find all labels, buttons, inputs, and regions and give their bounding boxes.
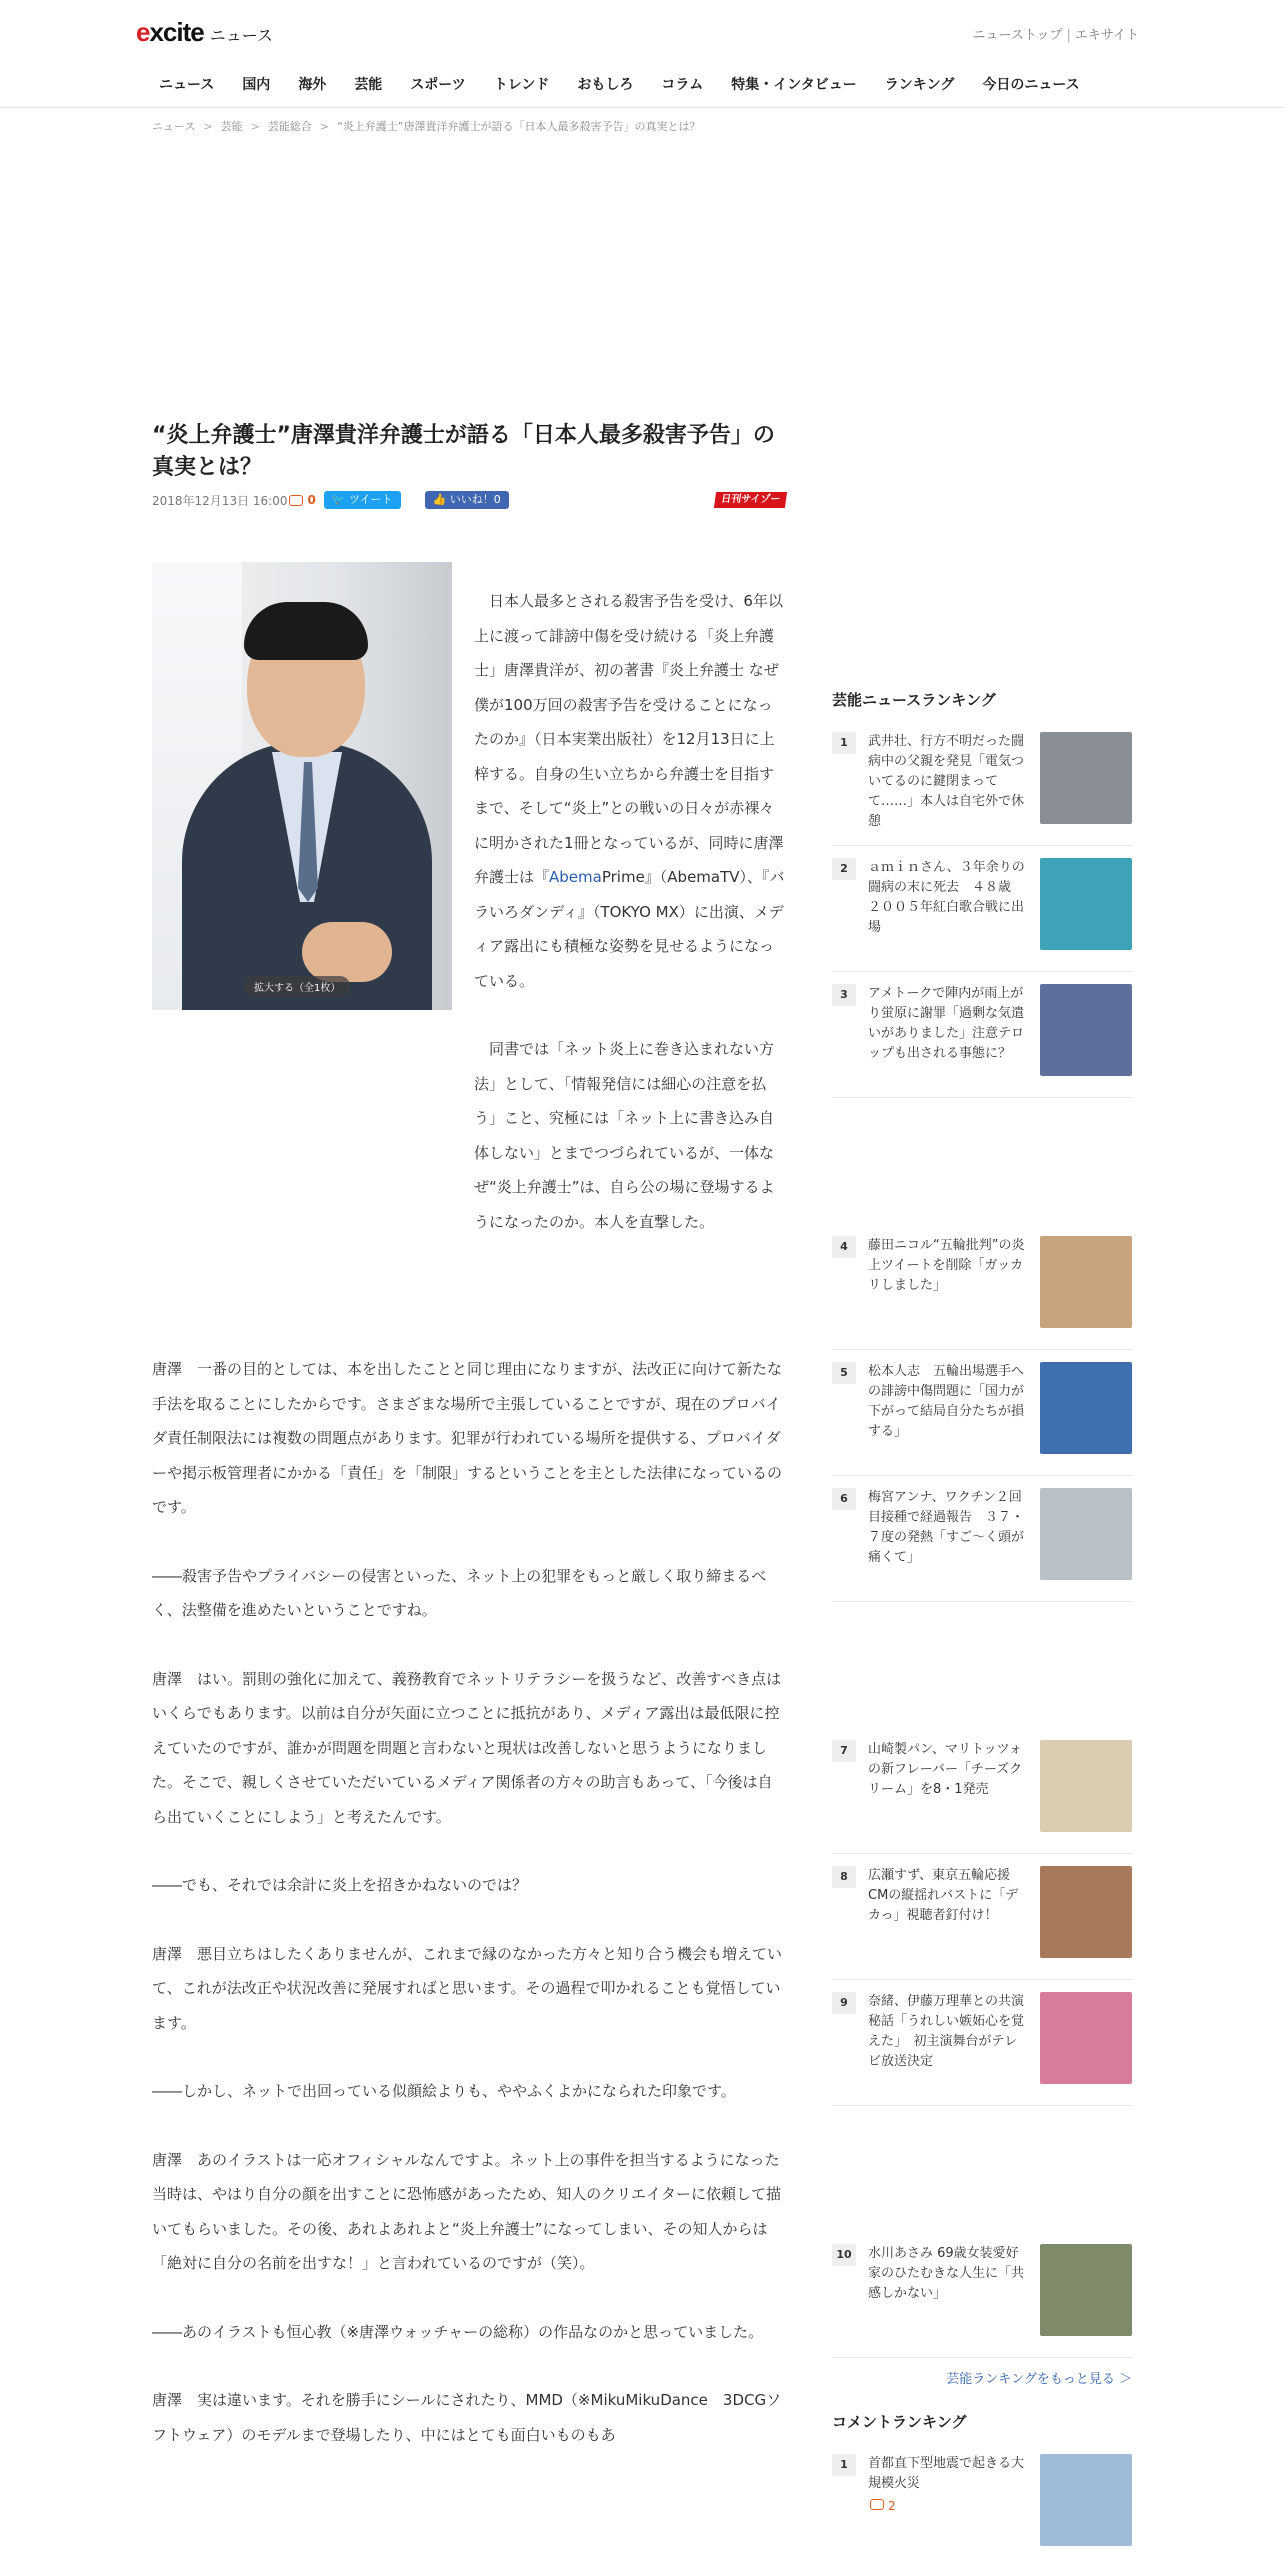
article-meta <box>152 488 786 512</box>
like-label: いいね！0 <box>449 493 501 506</box>
comment-ranking-thumbnail <box>1040 2454 1132 2546</box>
ranking-thumbnail <box>1040 1236 1132 1328</box>
rank-number: 5 <box>832 1362 856 1384</box>
ranking-headline: 藤田ニコル“五輪批判”の炎上ツイートを削除「ガッカリしました」 <box>868 1238 1025 1293</box>
logo-suffix: ニュース <box>209 25 273 45</box>
nav-sports[interactable]: スポーツ <box>410 77 466 93</box>
body-paragraph: 唐澤 悪目立ちはしたくありませんが、これまで縁のなかった方々と知り合う機会も増えていて、これが法改正や状況改善に発展すればと思います。その過程で叩かれることも覚悟しています。 <box>152 1944 783 2032</box>
more-ranking-link[interactable]: 芸能ランキングをもっと見る ＞ <box>946 2372 1132 2387</box>
ranking-item[interactable] <box>832 1728 1132 1854</box>
breadcrumb-entertainment-general[interactable]: 芸能総合 <box>267 120 312 133</box>
logo-wordmark: excite <box>136 16 204 47</box>
nav-feature[interactable]: 特集・インタビュー <box>731 77 857 93</box>
ranking-item[interactable] <box>832 1224 1132 1350</box>
ad-space <box>832 1098 1132 1224</box>
ranking-item[interactable] <box>832 1476 1132 1602</box>
nav-ranking[interactable]: ランキング <box>884 77 955 93</box>
body-paragraph: 唐澤 はい。罰則の強化に加えて、義務教育でネットリテラシーを扱うなど、改善すべき点はいくらでもあります。以前は自分が矢面に立つことに抵抗があり、メディア露出は最低限に控えていたのですが、誰かが問題を問題と言わないと現状は改善しないと思うようになりました。そこで、親しくさせていただいているメディア関係者の方々の助言もあって、「今後は自ら出ていくことにしよう」と考えたんです。 <box>152 1669 782 1826</box>
ranking-item[interactable] <box>832 846 1132 972</box>
ranking-headline: 奈緒、伊藤万理華との共演秘話「うれしい嫉妬心を覚えた」 初主演舞台がテレビ放送決定 <box>868 1994 1025 2069</box>
ranking-item[interactable] <box>832 2232 1132 2358</box>
ranking-headline: 松本人志 五輪出場選手への誹謗中傷問題に「国力が下がって結局自分たちが損する」 <box>868 1364 1025 1439</box>
thumbs-up-icon: 👍 <box>432 493 447 506</box>
ranking-thumbnail <box>1040 1488 1132 1580</box>
body-paragraph: ――しかし、ネットで出回っている似顔絵よりも、ややふくよかになられた印象です。 <box>152 2082 736 2100</box>
comment-ranking-headline: 首都直下型地震で起きる大規模火災 <box>868 2456 1025 2491</box>
ranking-item[interactable] <box>832 1980 1132 2106</box>
ranking-thumbnail <box>1040 732 1132 824</box>
ranking-thumbnail <box>1040 2244 1132 2336</box>
nav-funny[interactable]: おもしろ <box>577 77 634 93</box>
sidebar <box>832 680 1132 2558</box>
rank-number: 3 <box>832 984 856 1006</box>
ranking-thumbnail <box>1040 984 1132 1076</box>
nav-overseas[interactable]: 海外 <box>298 77 327 93</box>
nav-entertainment[interactable]: 芸能 <box>354 77 383 93</box>
rank-number: 10 <box>832 2244 856 2266</box>
rank-number: 2 <box>832 858 856 880</box>
comment-ranking-item[interactable] <box>832 2442 1132 2558</box>
body-paragraph: ――殺害予告やプライバシーの侵害といった、ネット上の犯罪をもっと厳しく取り締まるべく、法整備を進めたいということですね。 <box>152 1566 767 1619</box>
twitter-bird-icon: 🐦 <box>331 493 346 506</box>
lead-paragraph: 日本人最多とされる殺害予告を受け、6年以上に渡って誹謗中傷を受け続ける「炎上弁護士」唐澤貴洋が、初の著書『炎上弁護士 なぜ僕が100万回の殺害予告を受けることになったのか』（日本実業出版社）を12月13日に上梓する。自身の生い立ちから弁護士を目指すまで、そして“炎上”との戦いの日々が赤裸々に明かされた1冊となっているが、同時に唐澤弁護士は『AbemaPrime』（AbemaTV）、『バラいろダンディ』（TOKYO MX）に出演、メディア露出にも積極な姿勢を見せるようになっている。 <box>474 592 785 990</box>
tweet-button[interactable] <box>324 491 401 509</box>
comment-icon[interactable] <box>289 495 303 506</box>
link-news-top[interactable]: ニューストップ <box>972 28 1063 43</box>
ranking-thumbnail <box>1040 1866 1132 1958</box>
nav-news[interactable]: ニュース <box>159 77 215 93</box>
ad-space <box>832 2106 1132 2232</box>
body-paragraph: 唐澤 実は違います。それを勝手にシールにされたり、MMD（※MikuMikuDance 3DCGソフトウェア）のモデルまで登場したり、中にはとても面白いものもあ <box>152 2391 782 2444</box>
article-title: “炎上弁護士”唐澤貴洋弁護士が語る「日本人最多殺害予告」の真実とは？ <box>152 423 775 480</box>
site-header <box>0 0 1284 108</box>
lead-paragraph: 同書では「ネット炎上に巻き込まれない方法」として、「情報発信には細心の注意を払う」こと、究極には「ネット上に書き込み自体しない」とまでつづられているが、一体なぜ“炎上弁護士”は、自ら公の場に登場するようになったのか。本人を直撃した。 <box>474 1040 775 1231</box>
global-nav <box>145 70 1094 100</box>
body-paragraph: 唐澤 あのイラストは一応オフィシャルなんですよ。ネット上の事件を担当するようになった当時は、やはり自分の顔を出すことに恐怖感があったため、知人のクリエイターに依頼して描いてもらいました。その後、あれよあれよと“炎上弁護士”になってしまい、その知人からは「絶対に自分の名前を出すな！」と言われているのですが（笑）。 <box>152 2150 781 2272</box>
divider: | <box>1066 28 1071 43</box>
ad-space <box>832 1602 1132 1728</box>
ranking-heading: 芸能ニュースランキング <box>832 691 996 709</box>
body-paragraph: ――でも、それでは余計に炎上を招きかねないのでは？ <box>152 1876 528 1894</box>
article-body <box>152 1352 786 2452</box>
ranking-headline: 梅宮アンナ、ワクチン２回目接種で経過報告 ３７・７度の発熱「すご～く頭が痛くて」 <box>868 1490 1025 1565</box>
facebook-like-button[interactable] <box>425 491 509 509</box>
rank-number: 4 <box>832 1236 856 1258</box>
tweet-label: ツイート <box>349 493 393 506</box>
ranking-headline: 山崎製パン、マリトッツォの新フレーバー「チーズクリーム」を8・1発売 <box>868 1742 1023 1797</box>
comment-count[interactable]: 0 <box>307 493 316 507</box>
ranking-thumbnail <box>1040 1992 1132 2084</box>
ranking-thumbnail <box>1040 1740 1132 1832</box>
nav-today[interactable]: 今日のニュース <box>982 77 1080 93</box>
rank-number: 7 <box>832 1740 856 1762</box>
ranking-headline: 広瀬すず、東京五輪応援CMの縦揺れバストに「デカっ」視聴者釘付け！ <box>868 1868 1019 1923</box>
comment-icon <box>870 2499 884 2510</box>
breadcrumb-entertainment[interactable]: 芸能 <box>220 120 243 133</box>
article-photo[interactable] <box>152 562 452 1010</box>
ranking-headline: 武井壮、行方不明だった闘病中の父親を発見「電気ついてるのに鍵閉まってて……」本人は自宅外で休憩 <box>868 734 1025 829</box>
enlarge-button[interactable]: 拡大する（全1枚） <box>244 976 350 997</box>
abema-link[interactable]: Abema <box>549 868 602 886</box>
breadcrumb-current: “炎上弁護士”唐澤貴洋弁護士が語る「日本人最多殺害予告」の真実とは？ <box>337 120 701 133</box>
source-logo[interactable]: 日刊サイゾー <box>714 492 788 508</box>
body-paragraph: 唐澤 一番の目的としては、本を出したことと同じ理由になりますが、法改正に向けて新たな手法を取ることにしたからです。さまざまな場所で主張していることですが、現在のプロバイダ責任制限法には複数の問題点があります。犯罪が行われている場所を提供する、プロバイダーや掲示板管理者にかかる「責任」を「制限」するということを主とした法律になっているのです。 <box>152 1360 783 1516</box>
article <box>152 420 786 2452</box>
article-lead <box>152 562 786 1352</box>
top-links <box>973 24 1139 43</box>
ranking-item[interactable] <box>832 972 1132 1098</box>
rank-number: 9 <box>832 1992 856 2014</box>
ranking-headline: 水川あさみ 69歳女装愛好家のひたむきな人生に「共感しかない」 <box>868 2246 1025 2301</box>
excite-logo[interactable] <box>136 14 273 50</box>
article-date: 2018年12月13日 16:00 <box>152 493 288 508</box>
ranking-headline: ａｍｉｎさん、３年余りの闘病の末に死去 ４８歳 ２００５年紅白歌合戦に出場 <box>868 860 1025 935</box>
nav-column[interactable]: コラム <box>661 77 704 93</box>
breadcrumb-news[interactable]: ニュース <box>152 120 196 133</box>
ranking-item[interactable] <box>832 720 1132 846</box>
breadcrumb: ニュース > 芸能 > 芸能総合 > “炎上弁護士”唐澤貴洋弁護士が語る「日本人最多殺害予告」の真実とは？ <box>152 120 701 133</box>
link-excite[interactable]: エキサイト <box>1074 28 1139 43</box>
body-paragraph: ――あのイラストも恒心教（※唐澤ウォッチャーの総称）の作品なのかと思っていました。 <box>152 2322 764 2341</box>
rank-number: 6 <box>832 1488 856 1510</box>
lead-text <box>474 584 786 1239</box>
ranking-item[interactable] <box>832 1854 1132 1980</box>
rank-number: 8 <box>832 1866 856 1888</box>
ranking-item[interactable] <box>832 1350 1132 1476</box>
rank-number: 1 <box>832 2454 856 2476</box>
comment-ranking-count: 2 <box>888 2499 896 2513</box>
ranking-headline: アメトークで陣内が雨上がり蛍原に謝罪「過剰な気遣いがありました」注意テロップも出される事態に？ <box>868 986 1025 1061</box>
nav-trend[interactable]: トレンド <box>493 77 550 93</box>
nav-domestic[interactable]: 国内 <box>242 77 271 93</box>
ranking-thumbnail <box>1040 1362 1132 1454</box>
comment-ranking-heading: コメントランキング <box>832 2413 967 2431</box>
rank-number: 1 <box>832 732 856 754</box>
ranking-thumbnail <box>1040 858 1132 950</box>
